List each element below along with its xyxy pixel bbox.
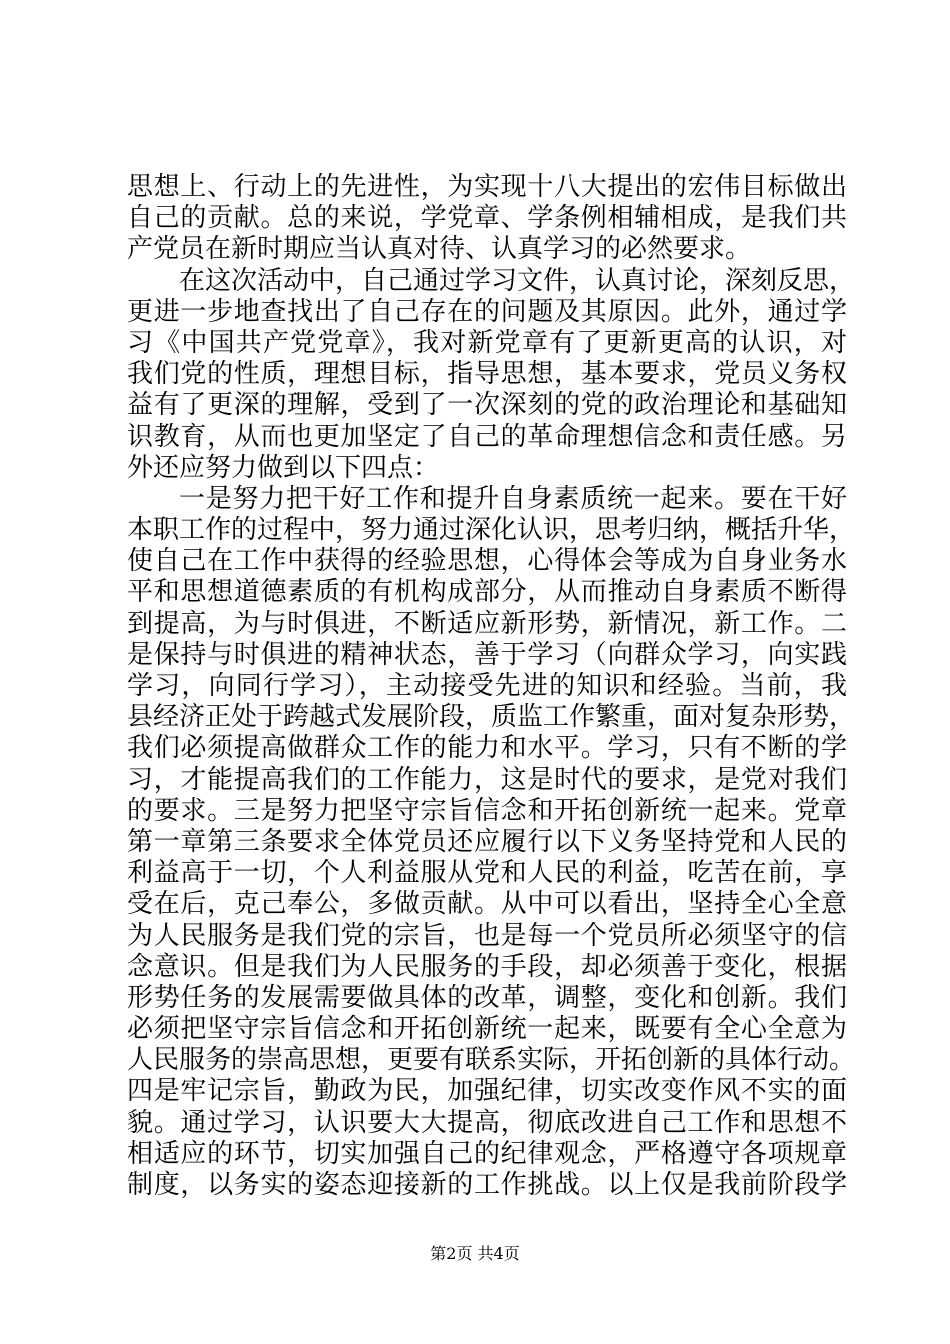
text-line: 貌。通过学习，认识要大大提高，彻底改进自己工作和思想不 [127,1107,847,1138]
text-line: 相适应的环节，切实加强自己的纪律观念，严格遵守各项规章 [127,1138,847,1169]
text-line: 一是努力把干好工作和提升自身素质统一起来。要在干好 [179,483,847,514]
text-line: 学习，向同行学习），主动接受先进的知识和经验。当前，我 [127,671,847,701]
text-line: 外还应努力做到以下四点： [127,452,440,483]
text-line: 形势任务的发展需要做具体的改革，调整，变化和创新。我们 [127,982,847,1013]
text-line: 念意识。但是我们为人民服务的手段，却必须善于变化，根据 [127,951,847,982]
text-line: 在这次活动中，自己通过学习文件，认真讨论，深刻反思， [179,265,856,296]
text-line: 必须把坚守宗旨信念和开拓创新统一起来，既要有全心全意为 [127,1014,847,1045]
text-line: 我们党的性质，理想目标，指导思想，基本要求，党员义务权 [127,359,847,390]
text-line: 受在后，克己奉公，多做贡献。从中可以看出，坚持全心全意 [127,889,847,920]
text-line: 的要求。三是努力把坚守宗旨信念和开拓创新统一起来。党章 [127,795,847,826]
text-line: 思想上、行动上的先进性，为实现十八大提出的宏伟目标做出 [127,172,847,202]
text-line: 县经济正处于跨越式发展阶段，质监工作繁重，面对复杂形势， [127,702,856,733]
text-line: 更进一步地查找出了自己存在的问题及其原因。此外，通过学 [127,296,847,327]
text-line: 习《中国共产党党章》，我对新党章有了更新更高的认识，对 [127,327,847,358]
text-line: 我们必须提高做群众工作的能力和水平。学习，只有不断的学 [127,733,847,764]
text-line: 产党员在新时期应当认真对待、认真学习的必然要求。 [127,234,752,265]
text-line: 自己的贡献。总的来说，学党章、学条例相辅相成，是我们共 [127,203,847,234]
text-line: 第一章第三条要求全体党员还应履行以下义务坚持党和人民的 [127,826,847,857]
text-line: 是保持与时俱进的精神状态，善于学习（向群众学习，向实践 [127,639,847,670]
body-text [127,172,856,1201]
text-line: 识教育，从而也更加坚定了自己的革命理想信念和责任感。另 [127,421,847,452]
text-line: 人民服务的崇高思想，更要有联系实际，开拓创新的具体行动。 [127,1045,856,1076]
page-footer: 第2页 共4页 [430,1244,520,1263]
text-line: 本职工作的过程中，努力通过深化认识，思考归纳，概括升华， [127,515,856,546]
text-line: 利益高于一切，个人利益服从党和人民的利益，吃苦在前，享 [127,858,847,889]
text-line: 使自己在工作中获得的经验思想，心得体会等成为自身业务水 [127,546,847,577]
text-line: 到提高，为与时俱进，不断适应新形势，新情况，新工作。二 [127,608,847,639]
text-line: 四是牢记宗旨，勤政为民，加强纪律，切实改变作风不实的面 [127,1076,847,1107]
text-line: 平和思想道德素质的有机构成部分，从而推动自身素质不断得 [127,577,847,608]
text-line: 益有了更深的理解，受到了一次深刻的党的政治理论和基础知 [127,390,847,421]
text-line: 制度，以务实的姿态迎接新的工作挑战。以上仅是我前阶段学 [127,1170,847,1200]
text-line: 为人民服务是我们党的宗旨，也是每一个党员所必须坚守的信 [127,920,847,951]
text-line: 习，才能提高我们的工作能力，这是时代的要求，是党对我们 [127,764,847,795]
